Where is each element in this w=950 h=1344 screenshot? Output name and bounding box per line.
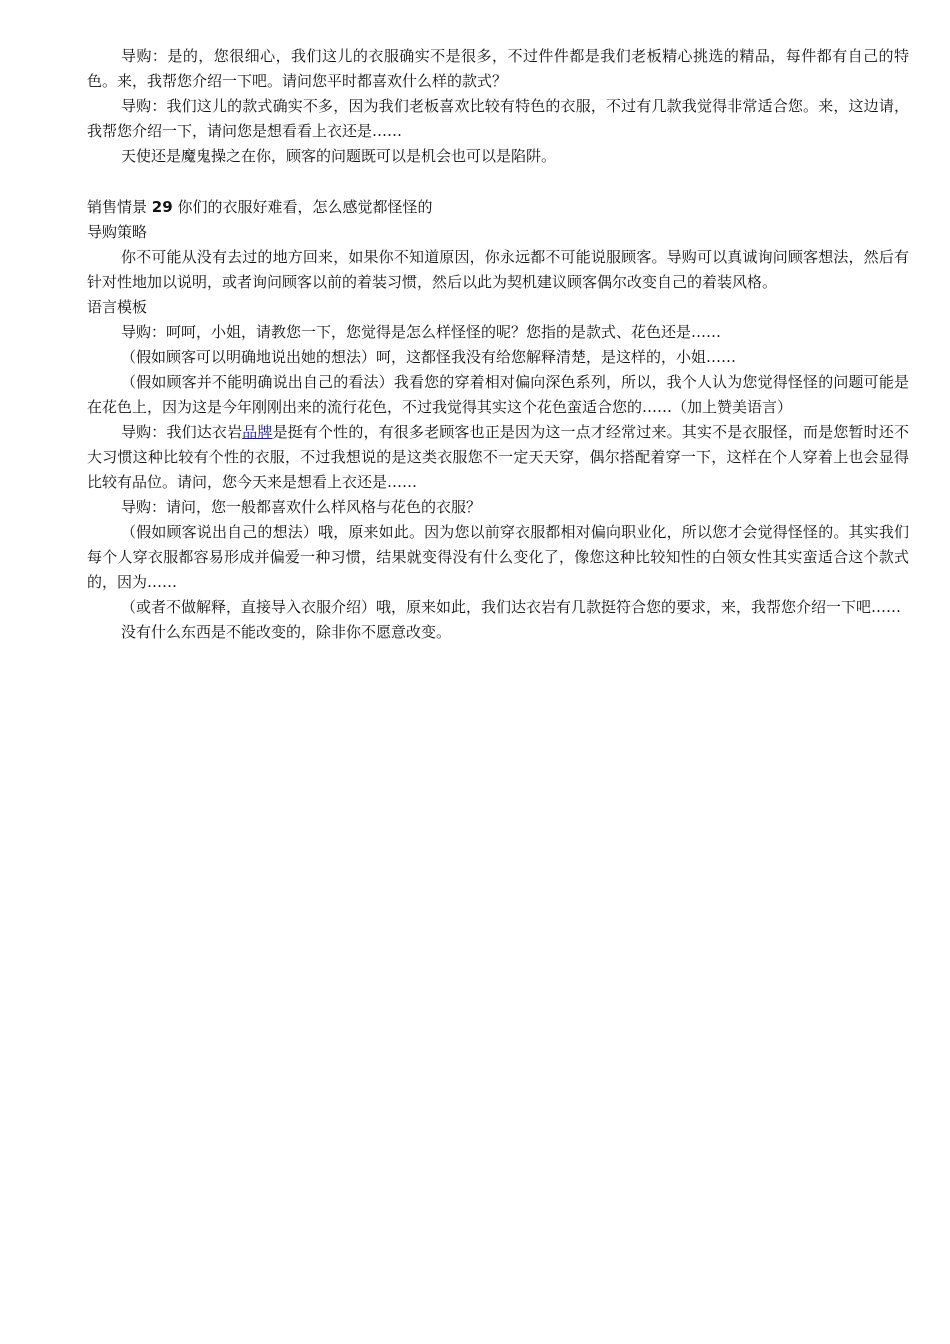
template-paragraph-4-end: 是挺有个性的，有很多老顾客也正是因为这一点才经常过来。其实不是衣服怪，而是您暂时还不大习惯这种比较有个性的衣服，不过我想说的是这类衣服您不一定天天穿，偶尔搭配着穿一下，这样在个人穿着上也会显得比较有品位。请问，您今天来是想看上衣还是…… — [87, 423, 909, 491]
template-paragraph-1: 导购：呵呵，小姐，请教您一下，您觉得是怎么样怪怪的呢？您指的是款式、花色还是…… — [121, 323, 722, 341]
scenario-prefix: 销售情景 — [87, 198, 148, 216]
template-paragraph-6: （假如顾客说出自己的想法）哦，原来如此。因为您以前穿衣服都相对偏向职业化，所以您才会觉得怪怪的。其实我们每个人穿衣服都容易形成并偏爱一种习惯，结果就变得没有什么变化了，像您这种比较知性的白领女性其实蛮适合这个款式的，因为…… — [87, 523, 909, 591]
closing-quote: 没有什么东西是不能改变的，除非你不愿意改变。 — [121, 623, 452, 641]
intro-paragraph-1: 导购：是的，您很细心，我们这儿的衣服确实不是很多，不过件件都是我们老板精心挑选的精品，每件都有自己的特色。来，我帮您介绍一下吧。请问您平时都喜欢什么样的款式？ — [87, 47, 909, 90]
template-paragraph-7: （或者不做解释，直接导入衣服介绍）哦，原来如此，我们达衣岩有几款挺符合您的要求，来，我帮您介绍一下吧…… — [121, 598, 902, 616]
template-paragraph-4 — [87, 420, 909, 495]
template-heading: 语言模板 — [87, 298, 148, 316]
strategy-heading: 导购策略 — [87, 223, 148, 241]
scenario-number: 29 — [151, 198, 173, 216]
document-page — [87, 44, 909, 645]
section-spacer — [87, 169, 909, 195]
strategy-text: 你不可能从没有去过的地方回来，如果你不知道原因，你永远都不可能说服顾客。导购可以真诚询问顾客想法，然后有针对性地加以说明，或者询问顾客以前的着装习惯，然后以此为契机建议顾客偶尔改变自己的着装风格。 — [87, 248, 909, 291]
template-paragraph-4-start: 导购：我们达衣岩 — [121, 423, 243, 441]
template-paragraph-3: （假如顾客并不能明确说出自己的看法）我看您的穿着相对偏向深色系列，所以，我个人认为您觉得怪怪的问题可能是在花色上，因为这是今年刚刚出来的流行花色，不过我觉得其实这个花色蛮适合您的……（加上赞美语言） — [87, 373, 909, 416]
template-paragraph-5: 导购：请问，您一般都喜欢什么样风格与花色的衣服？ — [121, 498, 482, 516]
brand-link[interactable]: 品牌 — [242, 423, 273, 441]
intro-paragraph-2: 导购：我们这儿的款式确实不多，因为我们老板喜欢比较有特色的衣服，不过有几款我觉得非常适合您。来，这边请，我帮您介绍一下，请问您是想看看上衣还是…… — [87, 97, 909, 140]
scenario-heading — [87, 195, 909, 220]
scenario-title: 你们的衣服好难看，怎么感觉都怪怪的 — [177, 198, 433, 216]
intro-paragraph-3: 天使还是魔鬼操之在你，顾客的问题既可以是机会也可以是陷阱。 — [121, 147, 557, 165]
template-paragraph-2: （假如顾客可以明确地说出她的想法）呵，这都怪我没有给您解释清楚，是这样的，小姐…… — [121, 348, 737, 366]
